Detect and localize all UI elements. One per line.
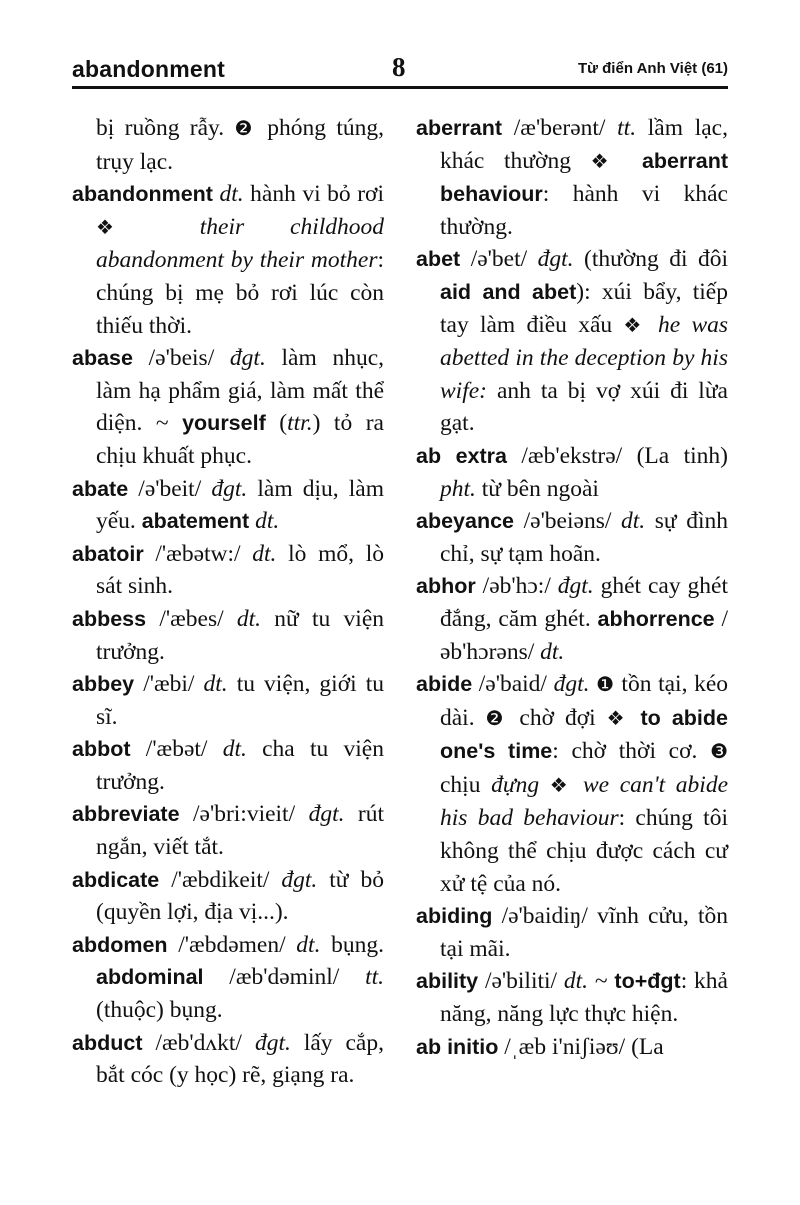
dictionary-entry bbox=[416, 570, 728, 668]
right-column bbox=[416, 112, 728, 1063]
entry-text: (thường đi đôi bbox=[573, 246, 729, 273]
entry-text: tồn tại, kéo dài. bbox=[440, 671, 729, 731]
entry-text: we can't abide his bad behaviour bbox=[440, 771, 728, 832]
entry-text: tt. bbox=[365, 964, 384, 991]
entry-text: ) tỏ ra chịu khuất phục. bbox=[96, 410, 384, 469]
headword: abate bbox=[72, 476, 129, 501]
bullet-symbol: ❖ bbox=[623, 314, 647, 337]
entry-text bbox=[630, 705, 641, 731]
entry-text: làm dịu, làm yếu. bbox=[96, 475, 384, 535]
entry-text: ttr. bbox=[287, 410, 313, 437]
entry-text: đgt. bbox=[557, 573, 594, 600]
entry-text: đgt. bbox=[254, 1029, 291, 1056]
entry-text: (thuộc) bụng. bbox=[96, 997, 223, 1024]
dictionary-entry bbox=[416, 440, 728, 505]
entry-text: : chờ thời cơ. bbox=[552, 738, 711, 765]
entry-text: đgt. bbox=[281, 866, 318, 893]
dictionary-entry bbox=[72, 178, 384, 342]
headword: abide bbox=[416, 672, 473, 697]
page-number: 8 bbox=[392, 52, 406, 82]
entry-text: dt. bbox=[563, 968, 589, 995]
entry-text: đựng bbox=[491, 771, 540, 798]
headword: abduct bbox=[72, 1030, 143, 1055]
entry-text: to abide one's time bbox=[440, 705, 728, 764]
dictionary-entry bbox=[416, 900, 728, 965]
dictionary-entry bbox=[72, 1027, 384, 1092]
entry-text: abatement bbox=[141, 509, 250, 534]
headword: ability bbox=[416, 969, 479, 994]
dictionary-entry bbox=[72, 603, 384, 668]
entry-text: dt. bbox=[203, 671, 228, 698]
dictionary-entry bbox=[416, 965, 728, 1030]
entry-text: pht. bbox=[440, 475, 476, 502]
entry-text: ( bbox=[265, 410, 288, 437]
entry-text: rút ngắn, viết tắt. bbox=[96, 801, 385, 861]
headword: ab extra bbox=[416, 443, 507, 468]
entry-text: /əb'hɔ:/ bbox=[475, 573, 558, 600]
entry-text: /ə'bri:vieit/ bbox=[179, 801, 309, 828]
bullet-symbol: ❶ bbox=[596, 674, 615, 697]
headword: ab initio bbox=[416, 1034, 499, 1059]
headword: aberrant bbox=[416, 116, 503, 140]
entry-text: to+đgt bbox=[614, 969, 681, 994]
headword: abbey bbox=[72, 672, 135, 697]
entry-text: /'æbdikeit/ bbox=[159, 866, 282, 893]
entry-text: aid and abet bbox=[440, 279, 577, 304]
headword: abet bbox=[416, 247, 461, 272]
entry-text: anh ta bị vợ xúi đi lừa gạt. bbox=[440, 377, 728, 437]
headword: abhor bbox=[416, 574, 476, 599]
entry-text: lò mổ, lò sát sinh. bbox=[96, 540, 384, 600]
headword: abandonment bbox=[72, 182, 213, 207]
entry-text: /əb'hɔrəns/ bbox=[440, 605, 729, 665]
entry-text: từ bên ngoài bbox=[475, 475, 599, 502]
entry-text: đgt. bbox=[229, 345, 266, 372]
dictionary-entry bbox=[72, 342, 384, 472]
entry-text: từ bỏ (quyền lợi, địa vị...). bbox=[96, 866, 384, 926]
entry-text: bị ruồng rẫy. bbox=[96, 115, 235, 141]
dictionary-entry bbox=[416, 505, 728, 570]
entry-text: ~ bbox=[588, 968, 615, 995]
guide-word: abandonment bbox=[72, 56, 225, 82]
entry-text: /ə'beis/ bbox=[132, 345, 230, 372]
entry-text: đgt. bbox=[537, 246, 574, 273]
entry-text: dt. bbox=[236, 605, 262, 632]
entry-text: sự đình chỉ, sự tạm hoãn. bbox=[440, 508, 728, 567]
entry-continuation bbox=[72, 112, 384, 178]
entry-text: bụng. bbox=[320, 931, 385, 958]
entry-text: /'æbes/ bbox=[146, 605, 237, 632]
entry-text: chịu bbox=[440, 771, 492, 798]
entry-text: dt. bbox=[540, 638, 565, 665]
entry-text: /ə'bet/ bbox=[460, 246, 538, 273]
entry-text: /'æbi/ bbox=[134, 671, 204, 698]
entry-text: tt. bbox=[617, 115, 637, 141]
entry-text: dt. bbox=[620, 508, 646, 535]
entry-text: /æb'dəminl/ bbox=[203, 964, 366, 991]
entry-text: yourself bbox=[182, 411, 266, 436]
entry-text: đgt. bbox=[553, 671, 590, 698]
headword: abatoir bbox=[72, 541, 144, 566]
dictionary-entry bbox=[72, 473, 384, 538]
entry-text: chờ đợi bbox=[508, 704, 607, 731]
headword: abdicate bbox=[72, 867, 160, 892]
entry-text: /ə'beiəns/ bbox=[514, 508, 621, 535]
bullet-symbol: ❷ bbox=[485, 707, 509, 730]
entry-text: /æ'berənt/ bbox=[502, 115, 618, 141]
entry-text: tu viện, giới tu sĩ. bbox=[96, 671, 384, 730]
entry-text: dt. bbox=[212, 181, 244, 208]
entry-text: /ˌæb i'niʃiəʊ/ (La bbox=[498, 1033, 664, 1060]
entry-text: dt. bbox=[252, 540, 277, 567]
entry-text: /'æbdəmen/ bbox=[167, 931, 297, 958]
dictionary-entry bbox=[72, 733, 384, 798]
entry-text: hành vi bỏ rơi bbox=[243, 181, 384, 208]
page-header bbox=[72, 52, 728, 86]
entry-text: ): xúi bẩy, tiếp tay làm điều xấu bbox=[440, 278, 728, 338]
entry-text: cha tu viện trưởng. bbox=[96, 736, 384, 795]
dictionary-entry bbox=[72, 929, 384, 1027]
entry-text: abhorrence bbox=[597, 606, 715, 631]
dictionary-entry bbox=[72, 538, 384, 603]
entry-text: dt. bbox=[296, 931, 321, 958]
entry-text: nữ tu viện trưởng. bbox=[96, 605, 384, 665]
headword: abeyance bbox=[416, 509, 515, 534]
entry-text: ghét cay ghét đắng, căm ghét. bbox=[440, 573, 729, 632]
entry-text: /ə'baid/ bbox=[472, 671, 554, 698]
entry-text: đgt. bbox=[211, 475, 248, 502]
book-title: Từ điển Anh Việt (61) bbox=[577, 60, 728, 77]
bullet-symbol: ❖ bbox=[606, 707, 630, 730]
entry-text: dt. bbox=[222, 736, 247, 763]
headword: abdomen bbox=[72, 932, 168, 957]
entry-text: /ə'baidiŋ/ vĩnh cửu, tồn tại mãi. bbox=[440, 903, 728, 962]
entry-text: : hành vi khác thường. bbox=[440, 181, 728, 240]
headword: abbreviate bbox=[72, 802, 180, 827]
entry-text: /æb'dʌkt/ bbox=[142, 1029, 255, 1056]
entry-text: dt. bbox=[249, 508, 280, 535]
bullet-symbol: ❖ bbox=[590, 150, 623, 173]
headword: abase bbox=[72, 346, 133, 371]
dictionary-entry bbox=[72, 668, 384, 733]
headword: abiding bbox=[416, 904, 493, 929]
bullet-symbol: ❖ bbox=[549, 774, 573, 797]
entry-text: /'æbət/ bbox=[130, 736, 223, 763]
bullet-symbol: ❸ bbox=[710, 741, 728, 764]
headword: abbess bbox=[72, 606, 147, 631]
header-rule bbox=[72, 86, 728, 89]
dictionary-entry bbox=[416, 668, 728, 900]
entry-text: lầm lạc, khác thường bbox=[440, 115, 728, 174]
entry-text bbox=[539, 772, 550, 798]
entry-text: : khả năng, năng lực thực hiện. bbox=[440, 968, 728, 1028]
dictionary-entry bbox=[416, 112, 728, 243]
entry-text bbox=[622, 148, 642, 174]
entry-text: abdominal bbox=[96, 965, 204, 990]
entry-text: /ə'beit/ bbox=[128, 475, 212, 502]
entry-text: lấy cắp, bắt cóc (y học) rẽ, giạng ra. bbox=[96, 1029, 384, 1089]
bullet-symbol: ❖ bbox=[96, 216, 154, 239]
entry-text: he was abetted in the deception by his wife: bbox=[440, 311, 729, 404]
entry-text: /ə'biliti/ bbox=[478, 968, 564, 995]
entry-text: aberrant behaviour bbox=[440, 148, 728, 207]
dictionary-entry bbox=[416, 243, 728, 440]
entry-text: phóng túng, trụy lạc. bbox=[96, 115, 384, 175]
dictionary-entry bbox=[72, 798, 384, 863]
entry-text: /'æbətw:/ bbox=[143, 540, 253, 567]
entry-text: đgt. bbox=[308, 801, 345, 828]
entry-text: /æb'ekstrə/ (La tinh) bbox=[506, 442, 728, 469]
entry-text: làm nhục, làm hạ phẩm giá, làm mất thể diện. ~ bbox=[96, 345, 384, 437]
entry-text: : chúng tôi không thể chịu được cách cư xử tệ của nó. bbox=[440, 805, 728, 897]
bullet-symbol: ❷ bbox=[234, 118, 257, 140]
entry-text: : chúng bị mẹ bỏ rơi lúc còn thiếu thời. bbox=[96, 247, 384, 339]
headword: abbot bbox=[72, 737, 131, 762]
entry-text: their childhood abandonment by their mother bbox=[96, 213, 385, 274]
dictionary-entry bbox=[72, 864, 384, 929]
left-column bbox=[72, 112, 384, 1092]
dictionary-entry bbox=[416, 1031, 728, 1064]
